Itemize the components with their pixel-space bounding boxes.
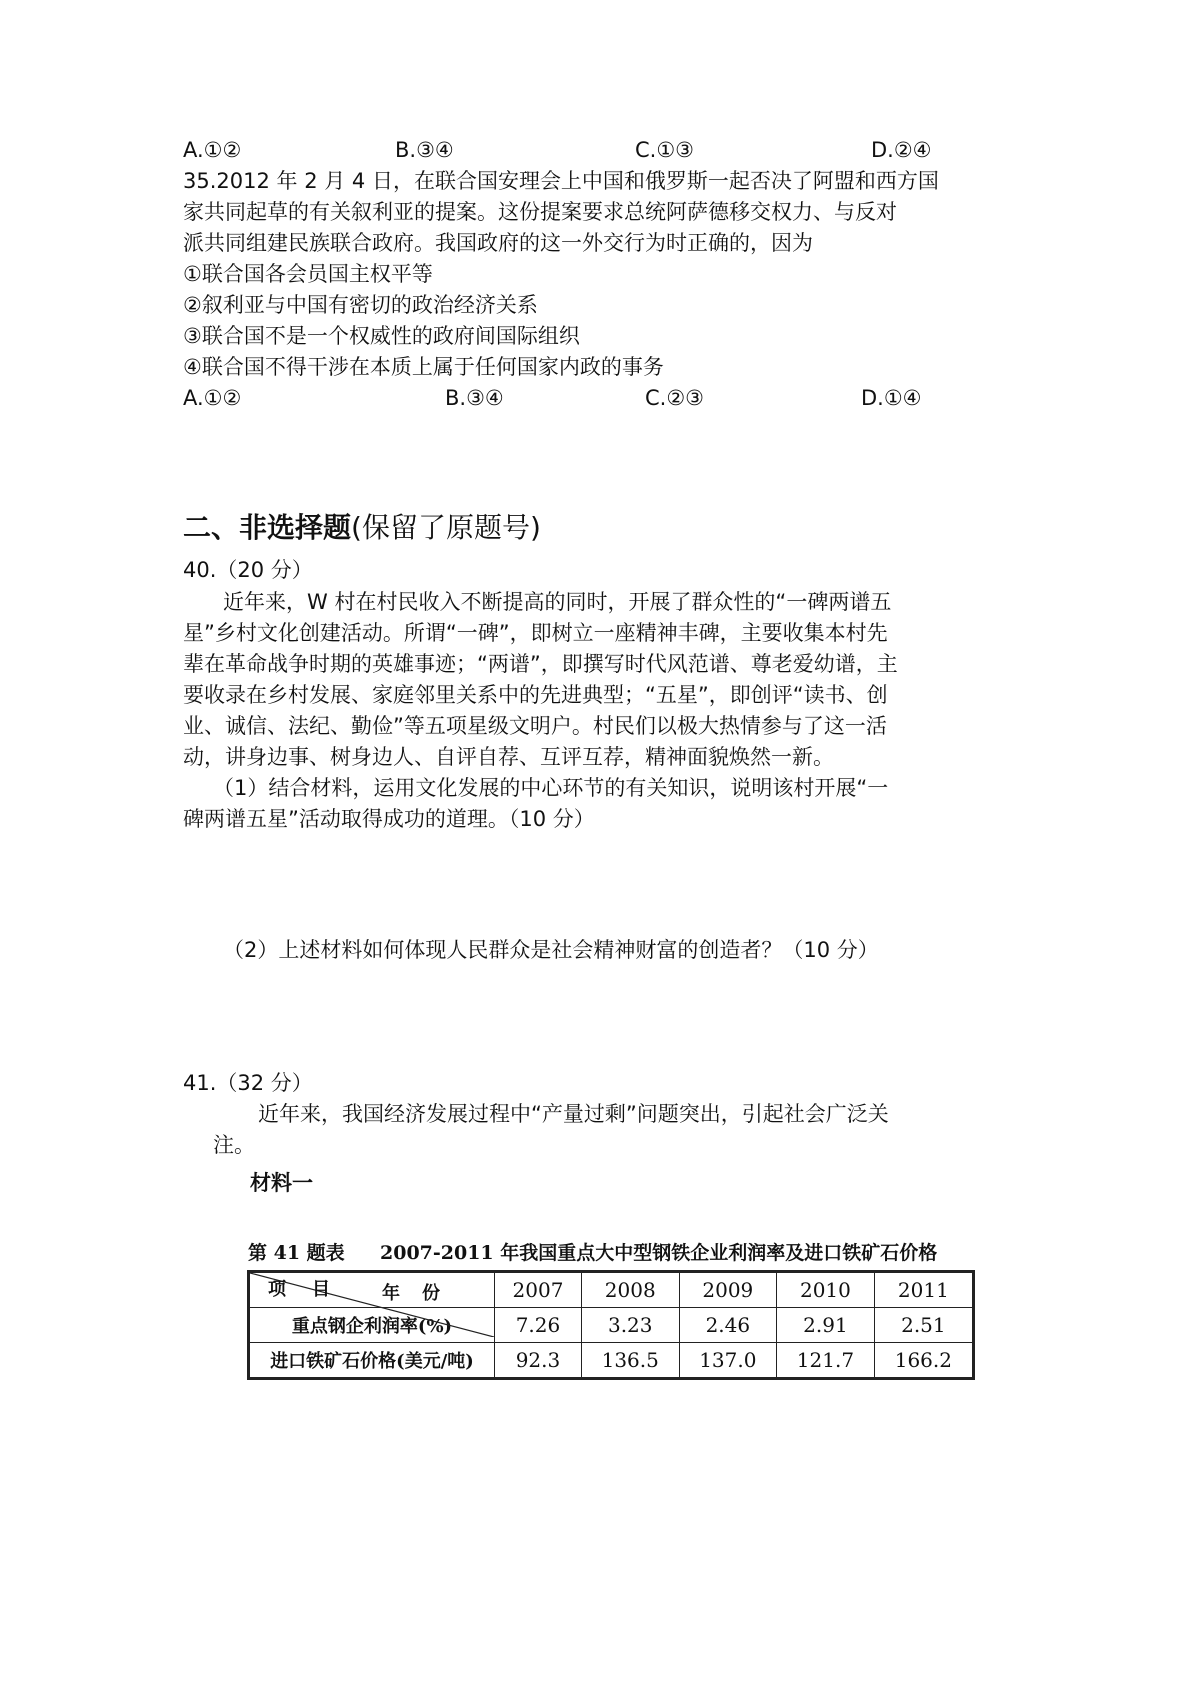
q35-line-1: 35.2012 年 2 月 4 日，在联合国安理会上中国和俄罗斯一起否决了阿盟和西方国 <box>183 169 939 193</box>
q35-statement-4: ④联合国不得干涉在本质上属于任何国家内政的事务 <box>183 355 664 379</box>
table-cell: 121.7 <box>777 1343 875 1379</box>
table-caption: 2007-2011 年我国重点大中型钢铁企业利润率及进口铁矿石价格 <box>380 1242 938 1264</box>
q34-option-d: D.②④ <box>871 138 932 162</box>
q40-material-line-6: 动，讲身边事、树身边人、自评自荐、互评互荐，精神面貌焕然一新。 <box>183 745 834 769</box>
table-cell: 7.26 <box>495 1308 582 1343</box>
table-cell: 166.2 <box>874 1343 973 1379</box>
corner-item-label: 项目 <box>268 1279 356 1300</box>
q35-option-b: B.③④ <box>445 386 504 410</box>
corner-year-label: 年份 <box>382 1283 462 1304</box>
year-header: 2010 <box>777 1272 875 1308</box>
table-cell: 2.46 <box>679 1308 777 1343</box>
q41-intro-line-1: 近年来，我国经济发展过程中“产量过剩”问题突出，引起社会广泛关 <box>258 1102 889 1126</box>
q40-subquestion-1-line-2: 碑两谱五星”活动取得成功的道理。（10 分） <box>183 807 595 831</box>
year-header: 2011 <box>874 1272 973 1308</box>
q40-material-line-5: 业、诚信、法纪、勤俭”等五项星级文明户。村民们以极大热情参与了这一活 <box>183 714 887 738</box>
q35-statement-3: ③联合国不是一个权威性的政府间国际组织 <box>183 324 580 348</box>
section-title: 二、非选择题 <box>183 511 352 544</box>
table-cell: 2.91 <box>777 1308 875 1343</box>
row-label-profit-rate: 重点钢企利润率(%) <box>249 1308 495 1343</box>
q35-line-2: 家共同起草的有关叙利亚的提案。这份提案要求总统阿萨德移交权力、与反对 <box>183 200 897 224</box>
q40-material-line-1: 近年来，W 村在村民收入不断提高的同时，开展了群众性的“一碑两谱五 <box>223 590 892 614</box>
table-title <box>248 1238 938 1265</box>
year-header: 2009 <box>679 1272 777 1308</box>
q41-header: 41.（32 分） <box>183 1071 313 1095</box>
table-cell: 3.23 <box>581 1308 679 1343</box>
table-cell: 137.0 <box>679 1343 777 1379</box>
section-subtitle: (保留了原题号) <box>351 511 541 544</box>
q41-intro-line-2: 注。 <box>213 1133 255 1157</box>
table-cell: 136.5 <box>581 1343 679 1379</box>
q34-option-a: A.①② <box>183 138 242 162</box>
row-label-iron-ore-price: 进口铁矿石价格(美元/吨) <box>249 1343 495 1379</box>
q34-option-c: C.①③ <box>635 138 694 162</box>
q40-material-line-2: 星”乡村文化创建活动。所谓“一碑”，即树立一座精神丰碑，主要收集本村先 <box>183 621 888 645</box>
q35-option-a: A.①② <box>183 386 242 410</box>
steel-data-table <box>247 1270 975 1380</box>
q40-material-line-3: 辈在革命战争时期的英雄事迹；“两谱”，即撰写时代风范谱、尊老爱幼谱，主 <box>183 652 898 676</box>
table-label: 第 41 题表 <box>248 1242 345 1264</box>
q34-option-b: B.③④ <box>395 138 454 162</box>
year-header: 2008 <box>581 1272 679 1308</box>
q35-statement-1: ①联合国各会员国主权平等 <box>183 262 433 286</box>
table-row <box>249 1343 974 1379</box>
q40-header: 40.（20 分） <box>183 558 313 582</box>
q35-statement-2: ②叙利亚与中国有密切的政治经济关系 <box>183 293 538 317</box>
table-header-row <box>249 1272 974 1308</box>
q35-line-3: 派共同组建民族联合政府。我国政府的这一外交行为时正确的，因为 <box>183 231 813 255</box>
material-one-label: 材料一 <box>250 1171 313 1195</box>
table-cell: 92.3 <box>495 1343 582 1379</box>
table-cell: 2.51 <box>874 1308 973 1343</box>
table-corner-cell <box>249 1272 495 1308</box>
section-heading <box>183 508 541 548</box>
q40-material-line-4: 要收录在乡村发展、家庭邻里关系中的先进典型；“五星”，即创评“读书、创 <box>183 683 888 707</box>
q40-subquestion-2: （2）上述材料如何体现人民群众是社会精神财富的创造者？（10 分） <box>223 938 879 962</box>
q35-option-c: C.②③ <box>645 386 704 410</box>
year-header: 2007 <box>495 1272 582 1308</box>
q35-option-d: D.①④ <box>861 386 922 410</box>
q40-subquestion-1-line-1: （1）结合材料，运用文化发展的中心环节的有关知识，说明该村开展“一 <box>213 776 889 800</box>
